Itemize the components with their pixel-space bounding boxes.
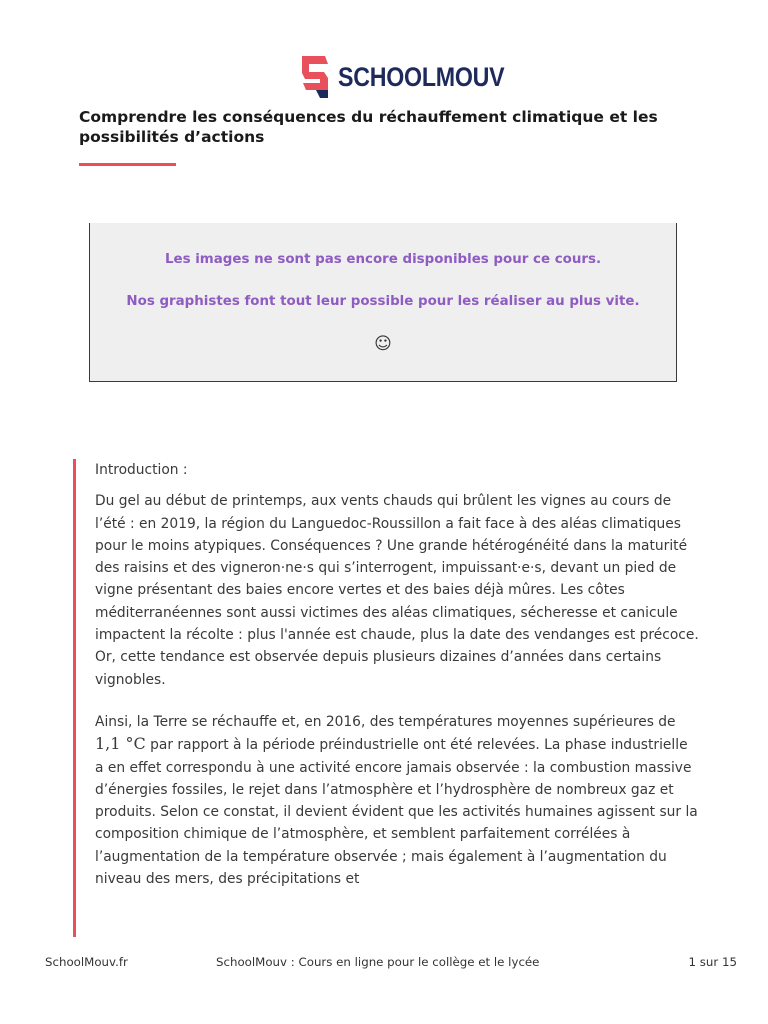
images-unavailable-notice: [89, 223, 677, 382]
footer-page-number: 1 sur 15: [688, 955, 737, 969]
temperature-value: 1,1 °C: [95, 734, 146, 754]
smiley-icon: ☺: [374, 334, 392, 354]
notice-line-2: Nos graphistes font tout leur possible pour les réaliser au plus vite.: [126, 294, 640, 309]
page-footer: [0, 955, 768, 973]
page-title: Comprendre les conséquences du réchauffement climatique et les possibilités d’actions: [79, 108, 658, 146]
paragraph-2: [95, 711, 700, 890]
paragraph-2-end: par rapport à la période préindustrielle ont été relevées. La phase industrielle a en effet correspondu à une activité encore jamais observée : la combustion massive d’énergies fossiles, le rejet dans l’atmosphère et l’hydrosphère de nombreux gaz et produits. Selon ce constat, il devient évident que les activités humaines agissent sur la composition chimique de l’atmosphère, et semblent parfaitement corrélées à l’augmentation de la température observée ; mais également à l’augmentation du niveau des mers, des précipitations et: [95, 737, 698, 888]
footer-tagline: SchoolMouv : Cours en ligne pour le collège et le lycée: [216, 955, 540, 969]
schoolmouv-s-icon: [298, 52, 332, 102]
course-content: [95, 459, 700, 937]
notice-line-1: Les images ne sont pas encore disponibles pour ce cours.: [164, 252, 602, 267]
content-accent-bar: [73, 459, 76, 937]
schoolmouv-logo: [298, 52, 532, 102]
title-underline: [79, 163, 176, 166]
intro-label: Introduction :: [95, 462, 188, 478]
brand-name: SCHOOLMOUV: [338, 61, 505, 92]
footer-site: SchoolMouv.fr: [45, 955, 128, 969]
paragraph-1: Du gel au début de printemps, aux vents chauds qui brûlent les vignes au cours de l’été : en 2019, la région du Languedoc-Roussillon a fait face à des aléas climatiques pour le moins atypiques. Conséquences ? Une grande hétérogénéité dans la maturité des raisins et des vigneron·ne·s qui s’interrogent, impuissant·e·s, devant un pied de vigne présentant des baies encore vertes et des baies déjà mûres. Les côtes méditerranéennes sont aussi victimes des aléas climatiques, sécheresse et canicule impactent la récolte : plus l'année est chaude, plus la date des vendanges est précoce. Or, cette tendance est observée depuis plusieurs dizaines d’années dans certains vignobles.: [95, 493, 699, 688]
paragraph-2-start: Ainsi, la Terre se réchauffe et, en 2016, des températures moyennes supérieures de: [95, 713, 676, 730]
